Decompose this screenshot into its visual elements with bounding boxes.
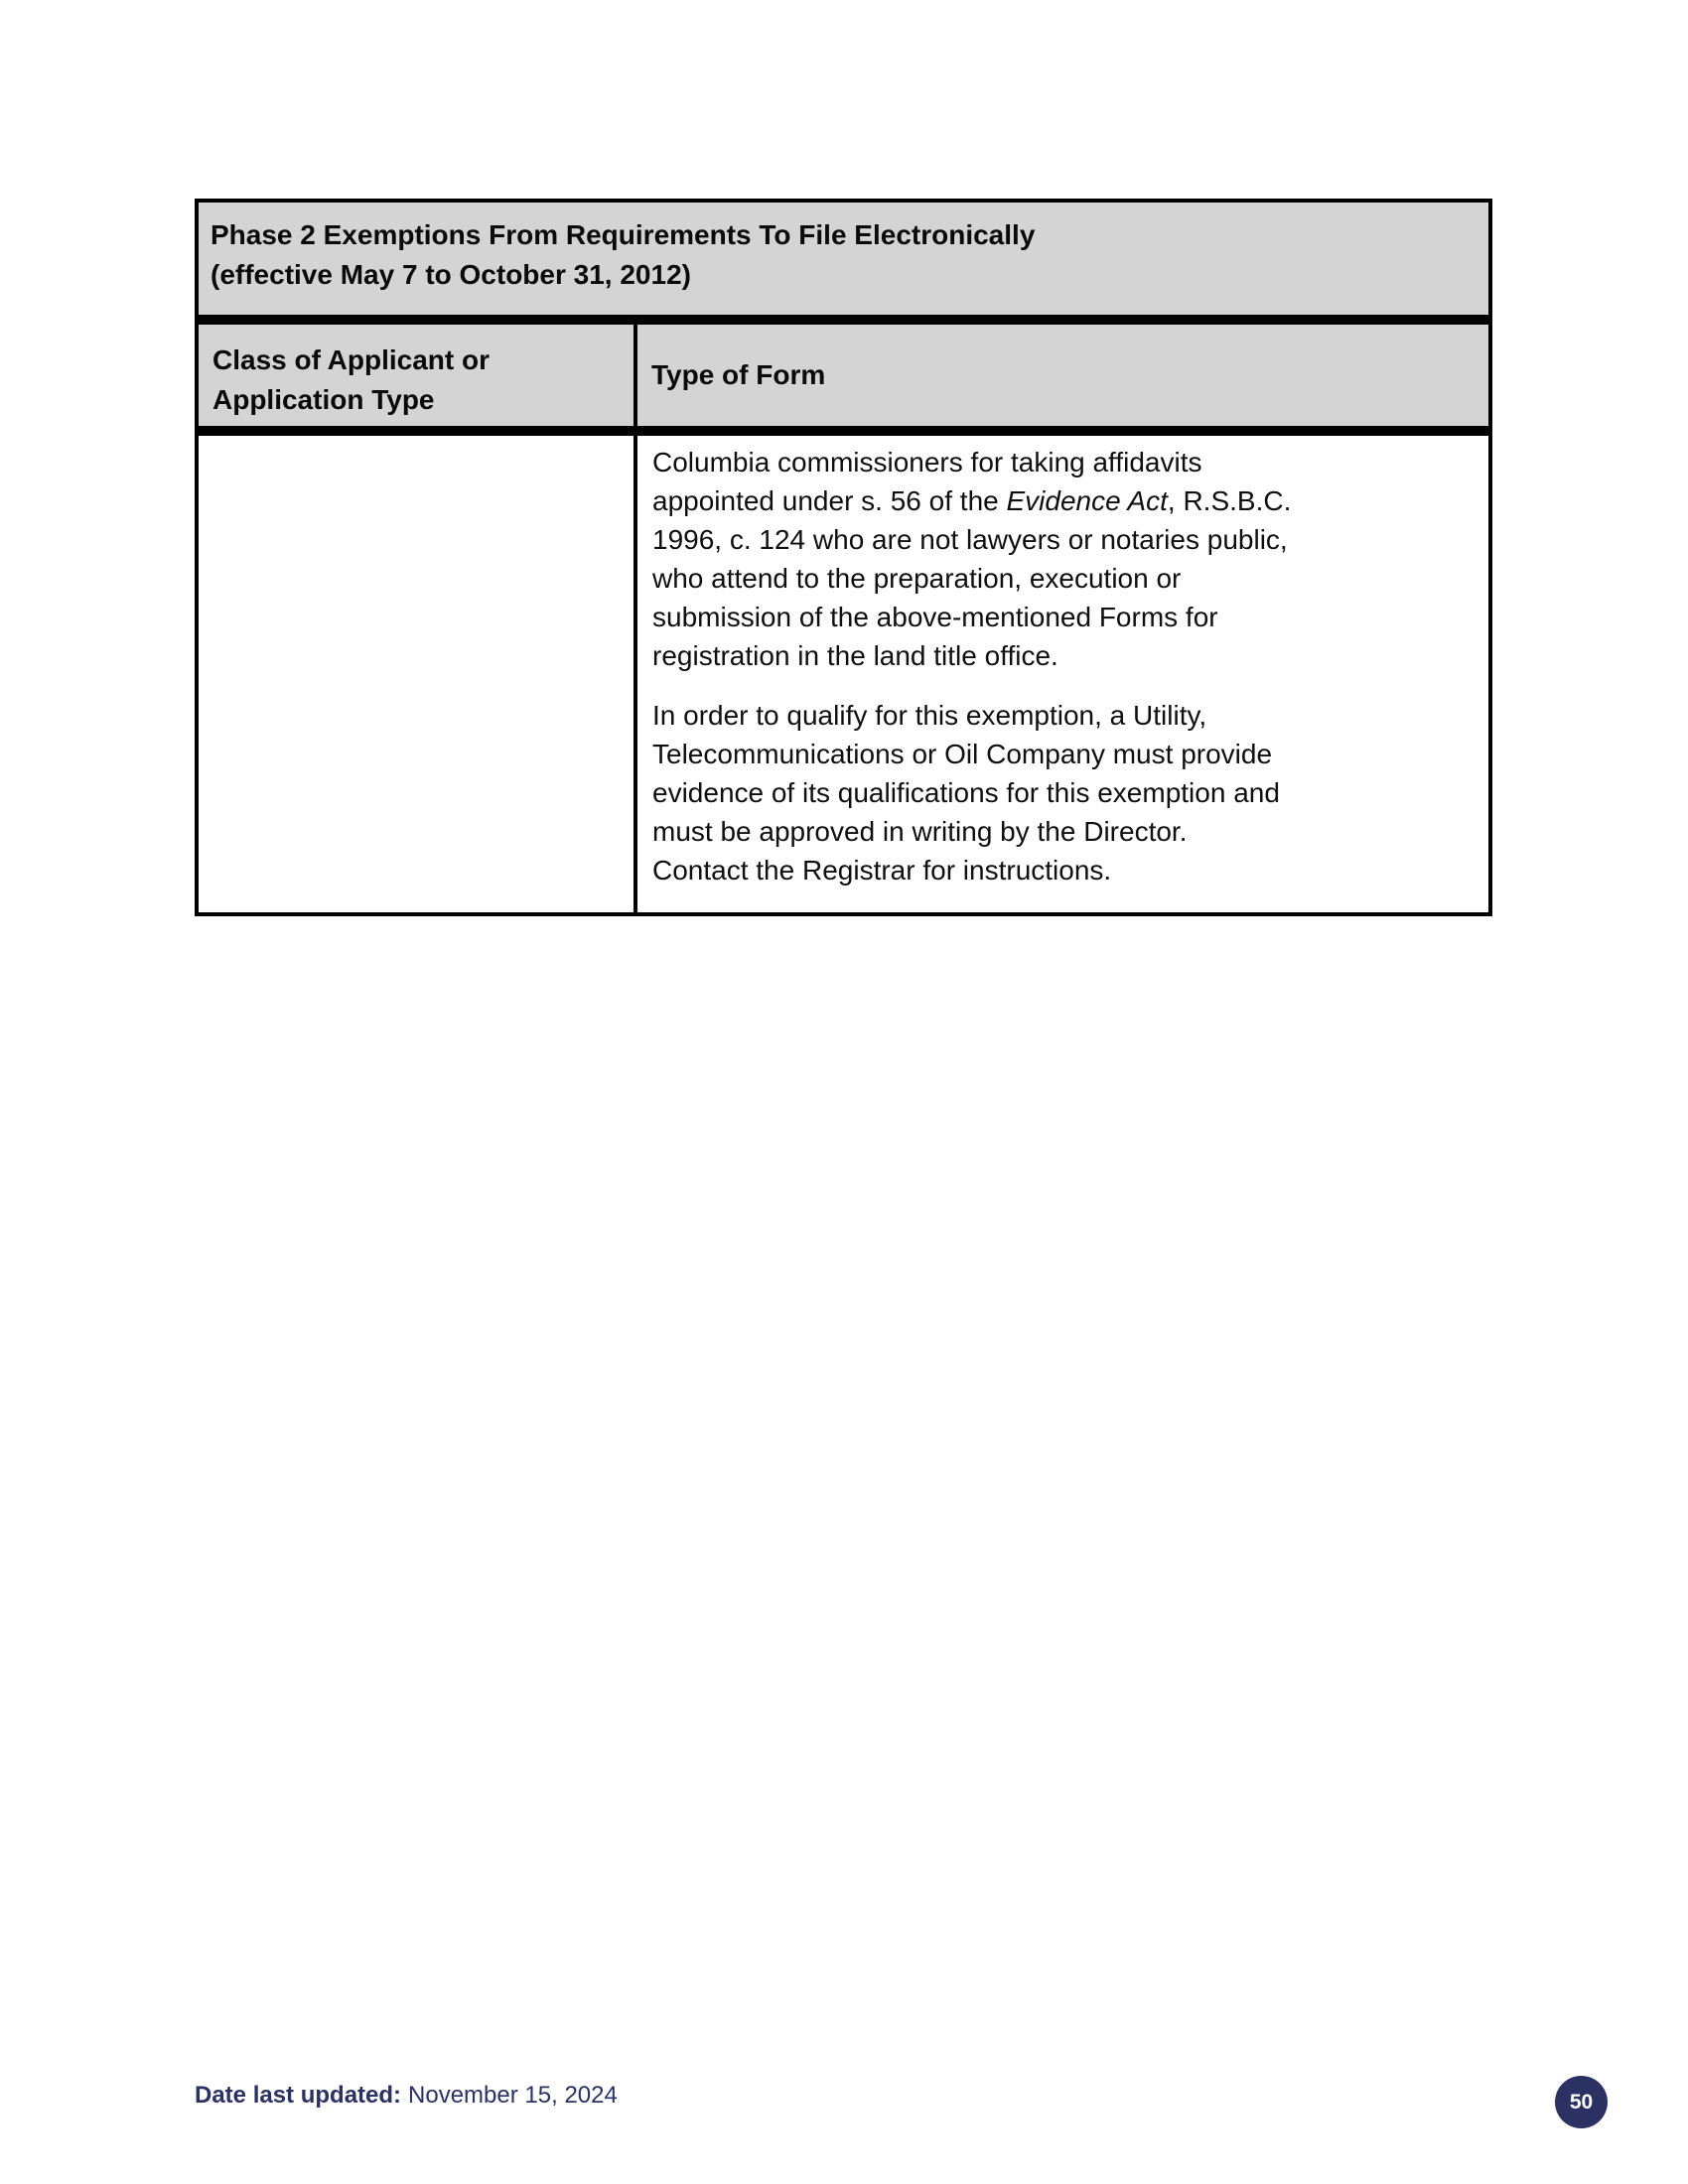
exemptions-table: [195, 199, 1492, 916]
table-title-line2: (effective May 7 to October 31, 2012): [211, 259, 691, 290]
body-cell-form-type: Columbia commissioners for taking affidavits appointed under s. 56 of the Evidence Act, R.S.B.C. 1996, c. 124 who are not lawyers or notaries public, who attend to the preparation, execution or submission of the above-mentioned Forms for registration in the land title office. In order to qualify for this exemption, a Utility, Telecommunications or Oil Company must provide evidence of its qualifications for this exemption and must be approved in writing by the Director. Contact the Registrar for instructions.: [652, 447, 1292, 886]
page-number-badge: [1555, 2076, 1608, 2128]
table-body-row: [199, 436, 1488, 912]
table-column-header-row: [199, 325, 1488, 426]
table-title-row: [199, 203, 1488, 315]
page-number: 50: [1569, 2090, 1594, 2114]
column-header-applicant-line1: Class of Applicant or: [212, 344, 491, 375]
column-header-applicant-line2: Application Type: [212, 384, 435, 415]
body-cell-applicant-empty: [199, 436, 637, 912]
column-header-applicant: [199, 325, 637, 426]
column-header-form-type: [637, 325, 1488, 426]
column-header-form-type-label: Type of Form: [651, 359, 826, 390]
date-last-updated: [195, 2081, 618, 2111]
table-title-line1: Phase 2 Exemptions From Requirements To File Electronically: [211, 219, 1036, 250]
date-last-updated-label: Date last updated:: [195, 2082, 402, 2109]
row-separator: [199, 315, 1488, 325]
row-separator: [199, 426, 1488, 436]
date-last-updated-value: November 15, 2024: [408, 2082, 618, 2109]
